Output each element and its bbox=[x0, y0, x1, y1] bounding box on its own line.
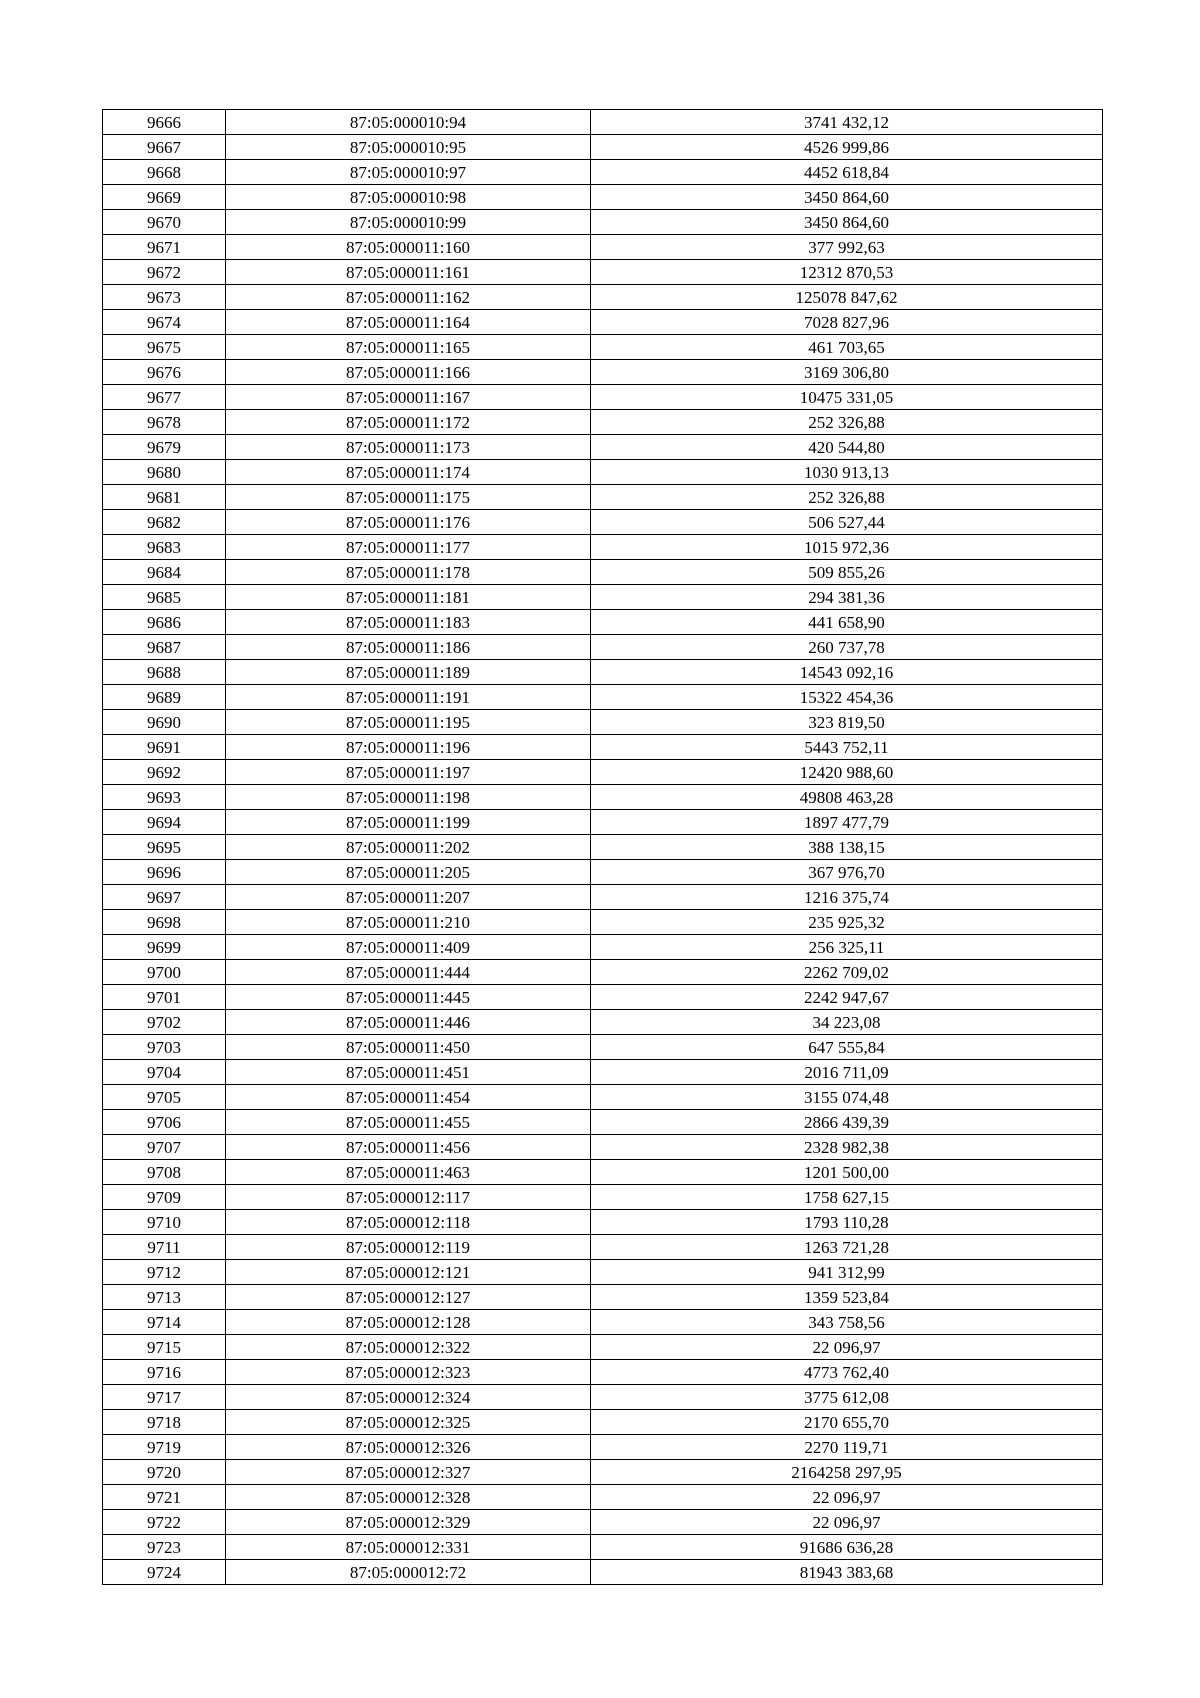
row-number-cell: 9706 bbox=[103, 1110, 226, 1135]
cadastral-number-cell: 87:05:000011:172 bbox=[226, 410, 591, 435]
row-number-cell: 9692 bbox=[103, 760, 226, 785]
row-number-cell: 9721 bbox=[103, 1485, 226, 1510]
cadastral-value-cell: 4452 618,84 bbox=[591, 160, 1103, 185]
cadastral-value-cell: 22 096,97 bbox=[591, 1335, 1103, 1360]
table-row bbox=[103, 1235, 1103, 1260]
cadastral-value-cell: 1897 477,79 bbox=[591, 810, 1103, 835]
cadastral-value-cell: 2170 655,70 bbox=[591, 1410, 1103, 1435]
table-row bbox=[103, 310, 1103, 335]
cadastral-value-cell: 1030 913,13 bbox=[591, 460, 1103, 485]
table-row bbox=[103, 110, 1103, 135]
cadastral-number-cell: 87:05:000011:161 bbox=[226, 260, 591, 285]
cadastral-number-cell: 87:05:000011:191 bbox=[226, 685, 591, 710]
cadastral-number-cell: 87:05:000011:409 bbox=[226, 935, 591, 960]
table-row bbox=[103, 1285, 1103, 1310]
row-number-cell: 9722 bbox=[103, 1510, 226, 1535]
cadastral-number-cell: 87:05:000011:189 bbox=[226, 660, 591, 685]
table-row bbox=[103, 160, 1103, 185]
table-body bbox=[103, 110, 1103, 1585]
cadastral-number-cell: 87:05:000012:331 bbox=[226, 1535, 591, 1560]
table-row bbox=[103, 1360, 1103, 1385]
table-row bbox=[103, 860, 1103, 885]
row-number-cell: 9671 bbox=[103, 235, 226, 260]
cadastral-number-cell: 87:05:000011:202 bbox=[226, 835, 591, 860]
cadastral-value-cell: 1793 110,28 bbox=[591, 1210, 1103, 1235]
cadastral-number-cell: 87:05:000012:323 bbox=[226, 1360, 591, 1385]
cadastral-value-cell: 388 138,15 bbox=[591, 835, 1103, 860]
cadastral-number-cell: 87:05:000012:325 bbox=[226, 1410, 591, 1435]
cadastral-value-cell: 2242 947,67 bbox=[591, 985, 1103, 1010]
cadastral-number-cell: 87:05:000010:97 bbox=[226, 160, 591, 185]
table-row bbox=[103, 585, 1103, 610]
cadastral-number-cell: 87:05:000011:451 bbox=[226, 1060, 591, 1085]
row-number-cell: 9712 bbox=[103, 1260, 226, 1285]
cadastral-value-cell: 3741 432,12 bbox=[591, 110, 1103, 135]
cadastral-number-cell: 87:05:000011:166 bbox=[226, 360, 591, 385]
row-number-cell: 9701 bbox=[103, 985, 226, 1010]
cadastral-value-cell: 506 527,44 bbox=[591, 510, 1103, 535]
table-row bbox=[103, 285, 1103, 310]
table-row bbox=[103, 560, 1103, 585]
table-row bbox=[103, 235, 1103, 260]
table-row bbox=[103, 535, 1103, 560]
cadastral-value-cell: 647 555,84 bbox=[591, 1035, 1103, 1060]
cadastral-value-cell: 4526 999,86 bbox=[591, 135, 1103, 160]
cadastral-number-cell: 87:05:000010:95 bbox=[226, 135, 591, 160]
table-row bbox=[103, 1160, 1103, 1185]
cadastral-value-cell: 7028 827,96 bbox=[591, 310, 1103, 335]
table-row bbox=[103, 1085, 1103, 1110]
cadastral-value-cell: 12312 870,53 bbox=[591, 260, 1103, 285]
table-row bbox=[103, 1010, 1103, 1035]
cadastral-number-cell: 87:05:000011:454 bbox=[226, 1085, 591, 1110]
cadastral-number-cell: 87:05:000012:118 bbox=[226, 1210, 591, 1235]
cadastral-number-cell: 87:05:000011:186 bbox=[226, 635, 591, 660]
cadastral-value-cell: 12420 988,60 bbox=[591, 760, 1103, 785]
table-row bbox=[103, 1460, 1103, 1485]
cadastral-number-cell: 87:05:000011:456 bbox=[226, 1135, 591, 1160]
row-number-cell: 9719 bbox=[103, 1435, 226, 1460]
row-number-cell: 9702 bbox=[103, 1010, 226, 1035]
table-row bbox=[103, 1560, 1103, 1585]
cadastral-number-cell: 87:05:000011:198 bbox=[226, 785, 591, 810]
cadastral-value-cell: 1263 721,28 bbox=[591, 1235, 1103, 1260]
row-number-cell: 9693 bbox=[103, 785, 226, 810]
row-number-cell: 9688 bbox=[103, 660, 226, 685]
cadastral-value-cell: 2164258 297,95 bbox=[591, 1460, 1103, 1485]
cadastral-number-cell: 87:05:000011:183 bbox=[226, 610, 591, 635]
row-number-cell: 9710 bbox=[103, 1210, 226, 1235]
cadastral-value-cell: 377 992,63 bbox=[591, 235, 1103, 260]
cadastral-number-cell: 87:05:000012:121 bbox=[226, 1260, 591, 1285]
row-number-cell: 9675 bbox=[103, 335, 226, 360]
row-number-cell: 9711 bbox=[103, 1235, 226, 1260]
row-number-cell: 9691 bbox=[103, 735, 226, 760]
cadastral-number-cell: 87:05:000011:199 bbox=[226, 810, 591, 835]
row-number-cell: 9723 bbox=[103, 1535, 226, 1560]
cadastral-value-cell: 235 925,32 bbox=[591, 910, 1103, 935]
cadastral-number-cell: 87:05:000011:444 bbox=[226, 960, 591, 985]
cadastral-number-cell: 87:05:000011:181 bbox=[226, 585, 591, 610]
cadastral-value-cell: 941 312,99 bbox=[591, 1260, 1103, 1285]
row-number-cell: 9703 bbox=[103, 1035, 226, 1060]
cadastral-number-cell: 87:05:000011:165 bbox=[226, 335, 591, 360]
table-row bbox=[103, 360, 1103, 385]
cadastral-number-cell: 87:05:000012:328 bbox=[226, 1485, 591, 1510]
table-row bbox=[103, 1535, 1103, 1560]
table-row bbox=[103, 510, 1103, 535]
row-number-cell: 9674 bbox=[103, 310, 226, 335]
row-number-cell: 9687 bbox=[103, 635, 226, 660]
cadastral-value-cell: 420 544,80 bbox=[591, 435, 1103, 460]
table-row bbox=[103, 685, 1103, 710]
row-number-cell: 9714 bbox=[103, 1310, 226, 1335]
cadastral-value-cell: 15322 454,36 bbox=[591, 685, 1103, 710]
cadastral-value-cell: 461 703,65 bbox=[591, 335, 1103, 360]
cadastral-value-cell: 14543 092,16 bbox=[591, 660, 1103, 685]
row-number-cell: 9713 bbox=[103, 1285, 226, 1310]
cadastral-number-cell: 87:05:000011:205 bbox=[226, 860, 591, 885]
cadastral-value-cell: 10475 331,05 bbox=[591, 385, 1103, 410]
cadastral-value-cell: 2262 709,02 bbox=[591, 960, 1103, 985]
row-number-cell: 9673 bbox=[103, 285, 226, 310]
cadastral-number-cell: 87:05:000011:174 bbox=[226, 460, 591, 485]
cadastral-value-cell: 4773 762,40 bbox=[591, 1360, 1103, 1385]
cadastral-number-cell: 87:05:000012:72 bbox=[226, 1560, 591, 1585]
table-row bbox=[103, 660, 1103, 685]
row-number-cell: 9715 bbox=[103, 1335, 226, 1360]
cadastral-value-cell: 91686 636,28 bbox=[591, 1535, 1103, 1560]
row-number-cell: 9668 bbox=[103, 160, 226, 185]
table-row bbox=[103, 1410, 1103, 1435]
cadastral-value-cell: 1216 375,74 bbox=[591, 885, 1103, 910]
cadastral-value-cell: 1201 500,00 bbox=[591, 1160, 1103, 1185]
cadastral-value-cell: 509 855,26 bbox=[591, 560, 1103, 585]
table-row bbox=[103, 760, 1103, 785]
row-number-cell: 9694 bbox=[103, 810, 226, 835]
table-row bbox=[103, 635, 1103, 660]
table-row bbox=[103, 985, 1103, 1010]
row-number-cell: 9682 bbox=[103, 510, 226, 535]
cadastral-number-cell: 87:05:000012:128 bbox=[226, 1310, 591, 1335]
cadastral-value-cell: 22 096,97 bbox=[591, 1485, 1103, 1510]
row-number-cell: 9697 bbox=[103, 885, 226, 910]
row-number-cell: 9707 bbox=[103, 1135, 226, 1160]
table-row bbox=[103, 935, 1103, 960]
cadastral-number-cell: 87:05:000011:195 bbox=[226, 710, 591, 735]
cadastral-number-cell: 87:05:000011:176 bbox=[226, 510, 591, 535]
cadastral-value-cell: 252 326,88 bbox=[591, 485, 1103, 510]
cadastral-value-cell: 49808 463,28 bbox=[591, 785, 1103, 810]
row-number-cell: 9669 bbox=[103, 185, 226, 210]
row-number-cell: 9695 bbox=[103, 835, 226, 860]
row-number-cell: 9681 bbox=[103, 485, 226, 510]
row-number-cell: 9686 bbox=[103, 610, 226, 635]
cadastral-value-table bbox=[102, 109, 1103, 1585]
table-row bbox=[103, 1510, 1103, 1535]
cadastral-value-cell: 3155 074,48 bbox=[591, 1085, 1103, 1110]
cadastral-value-cell: 3450 864,60 bbox=[591, 210, 1103, 235]
cadastral-value-cell: 1758 627,15 bbox=[591, 1185, 1103, 1210]
cadastral-number-cell: 87:05:000011:167 bbox=[226, 385, 591, 410]
cadastral-value-cell: 22 096,97 bbox=[591, 1510, 1103, 1535]
cadastral-value-cell: 34 223,08 bbox=[591, 1010, 1103, 1035]
row-number-cell: 9685 bbox=[103, 585, 226, 610]
table-row bbox=[103, 410, 1103, 435]
table-row bbox=[103, 735, 1103, 760]
cadastral-value-cell: 2270 119,71 bbox=[591, 1435, 1103, 1460]
row-number-cell: 9666 bbox=[103, 110, 226, 135]
row-number-cell: 9670 bbox=[103, 210, 226, 235]
cadastral-number-cell: 87:05:000012:117 bbox=[226, 1185, 591, 1210]
cadastral-value-cell: 252 326,88 bbox=[591, 410, 1103, 435]
table-row bbox=[103, 1335, 1103, 1360]
table-row bbox=[103, 1135, 1103, 1160]
cadastral-number-cell: 87:05:000011:162 bbox=[226, 285, 591, 310]
row-number-cell: 9689 bbox=[103, 685, 226, 710]
cadastral-value-cell: 1359 523,84 bbox=[591, 1285, 1103, 1310]
row-number-cell: 9678 bbox=[103, 410, 226, 435]
row-number-cell: 9676 bbox=[103, 360, 226, 385]
cadastral-value-cell: 3169 306,80 bbox=[591, 360, 1103, 385]
table-row bbox=[103, 885, 1103, 910]
cadastral-value-cell: 2866 439,39 bbox=[591, 1110, 1103, 1135]
table-row bbox=[103, 710, 1103, 735]
cadastral-number-cell: 87:05:000012:329 bbox=[226, 1510, 591, 1535]
row-number-cell: 9704 bbox=[103, 1060, 226, 1085]
cadastral-number-cell: 87:05:000012:326 bbox=[226, 1435, 591, 1460]
cadastral-number-cell: 87:05:000011:196 bbox=[226, 735, 591, 760]
row-number-cell: 9683 bbox=[103, 535, 226, 560]
cadastral-number-cell: 87:05:000011:210 bbox=[226, 910, 591, 935]
cadastral-number-cell: 87:05:000012:324 bbox=[226, 1385, 591, 1410]
cadastral-value-cell: 343 758,56 bbox=[591, 1310, 1103, 1335]
row-number-cell: 9672 bbox=[103, 260, 226, 285]
cadastral-number-cell: 87:05:000011:175 bbox=[226, 485, 591, 510]
table-row bbox=[103, 910, 1103, 935]
row-number-cell: 9696 bbox=[103, 860, 226, 885]
row-number-cell: 9677 bbox=[103, 385, 226, 410]
cadastral-number-cell: 87:05:000011:160 bbox=[226, 235, 591, 260]
table-row bbox=[103, 435, 1103, 460]
cadastral-number-cell: 87:05:000011:450 bbox=[226, 1035, 591, 1060]
table-row bbox=[103, 835, 1103, 860]
table-row bbox=[103, 135, 1103, 160]
cadastral-number-cell: 87:05:000011:197 bbox=[226, 760, 591, 785]
table-row bbox=[103, 385, 1103, 410]
cadastral-number-cell: 87:05:000011:177 bbox=[226, 535, 591, 560]
cadastral-value-cell: 3450 864,60 bbox=[591, 185, 1103, 210]
table-row bbox=[103, 1210, 1103, 1235]
row-number-cell: 9680 bbox=[103, 460, 226, 485]
table-row bbox=[103, 335, 1103, 360]
table-row bbox=[103, 1260, 1103, 1285]
cadastral-number-cell: 87:05:000011:463 bbox=[226, 1160, 591, 1185]
cadastral-value-cell: 323 819,50 bbox=[591, 710, 1103, 735]
cadastral-number-cell: 87:05:000011:178 bbox=[226, 560, 591, 585]
cadastral-value-cell: 441 658,90 bbox=[591, 610, 1103, 635]
row-number-cell: 9698 bbox=[103, 910, 226, 935]
row-number-cell: 9718 bbox=[103, 1410, 226, 1435]
row-number-cell: 9699 bbox=[103, 935, 226, 960]
cadastral-value-cell: 2016 711,09 bbox=[591, 1060, 1103, 1085]
cadastral-value-cell: 260 737,78 bbox=[591, 635, 1103, 660]
row-number-cell: 9716 bbox=[103, 1360, 226, 1385]
cadastral-number-cell: 87:05:000011:173 bbox=[226, 435, 591, 460]
cadastral-number-cell: 87:05:000011:445 bbox=[226, 985, 591, 1010]
cadastral-value-cell: 2328 982,38 bbox=[591, 1135, 1103, 1160]
cadastral-number-cell: 87:05:000011:455 bbox=[226, 1110, 591, 1135]
cadastral-number-cell: 87:05:000011:164 bbox=[226, 310, 591, 335]
row-number-cell: 9705 bbox=[103, 1085, 226, 1110]
table-row bbox=[103, 1385, 1103, 1410]
table-row bbox=[103, 960, 1103, 985]
cadastral-number-cell: 87:05:000012:119 bbox=[226, 1235, 591, 1260]
cadastral-value-cell: 81943 383,68 bbox=[591, 1560, 1103, 1585]
table-row bbox=[103, 460, 1103, 485]
table-row bbox=[103, 185, 1103, 210]
table-row bbox=[103, 1185, 1103, 1210]
cadastral-number-cell: 87:05:000011:446 bbox=[226, 1010, 591, 1035]
table-row bbox=[103, 260, 1103, 285]
row-number-cell: 9690 bbox=[103, 710, 226, 735]
cadastral-value-cell: 3775 612,08 bbox=[591, 1385, 1103, 1410]
cadastral-value-cell: 367 976,70 bbox=[591, 860, 1103, 885]
row-number-cell: 9724 bbox=[103, 1560, 226, 1585]
cadastral-number-cell: 87:05:000010:94 bbox=[226, 110, 591, 135]
row-number-cell: 9667 bbox=[103, 135, 226, 160]
table-row bbox=[103, 1060, 1103, 1085]
cadastral-value-cell: 5443 752,11 bbox=[591, 735, 1103, 760]
cadastral-number-cell: 87:05:000011:207 bbox=[226, 885, 591, 910]
row-number-cell: 9708 bbox=[103, 1160, 226, 1185]
row-number-cell: 9700 bbox=[103, 960, 226, 985]
table-row bbox=[103, 1110, 1103, 1135]
table-row bbox=[103, 210, 1103, 235]
cadastral-number-cell: 87:05:000012:322 bbox=[226, 1335, 591, 1360]
cadastral-value-cell: 294 381,36 bbox=[591, 585, 1103, 610]
cadastral-value-cell: 256 325,11 bbox=[591, 935, 1103, 960]
table-row bbox=[103, 485, 1103, 510]
row-number-cell: 9717 bbox=[103, 1385, 226, 1410]
table-row bbox=[103, 810, 1103, 835]
cadastral-value-cell: 1015 972,36 bbox=[591, 535, 1103, 560]
row-number-cell: 9684 bbox=[103, 560, 226, 585]
cadastral-number-cell: 87:05:000010:99 bbox=[226, 210, 591, 235]
table-row bbox=[103, 785, 1103, 810]
cadastral-number-cell: 87:05:000010:98 bbox=[226, 185, 591, 210]
cadastral-number-cell: 87:05:000012:327 bbox=[226, 1460, 591, 1485]
table-row bbox=[103, 1035, 1103, 1060]
table-row bbox=[103, 1485, 1103, 1510]
table-row bbox=[103, 610, 1103, 635]
row-number-cell: 9709 bbox=[103, 1185, 226, 1210]
table-row bbox=[103, 1435, 1103, 1460]
row-number-cell: 9720 bbox=[103, 1460, 226, 1485]
table-row bbox=[103, 1310, 1103, 1335]
cadastral-value-cell: 125078 847,62 bbox=[591, 285, 1103, 310]
cadastral-number-cell: 87:05:000012:127 bbox=[226, 1285, 591, 1310]
row-number-cell: 9679 bbox=[103, 435, 226, 460]
